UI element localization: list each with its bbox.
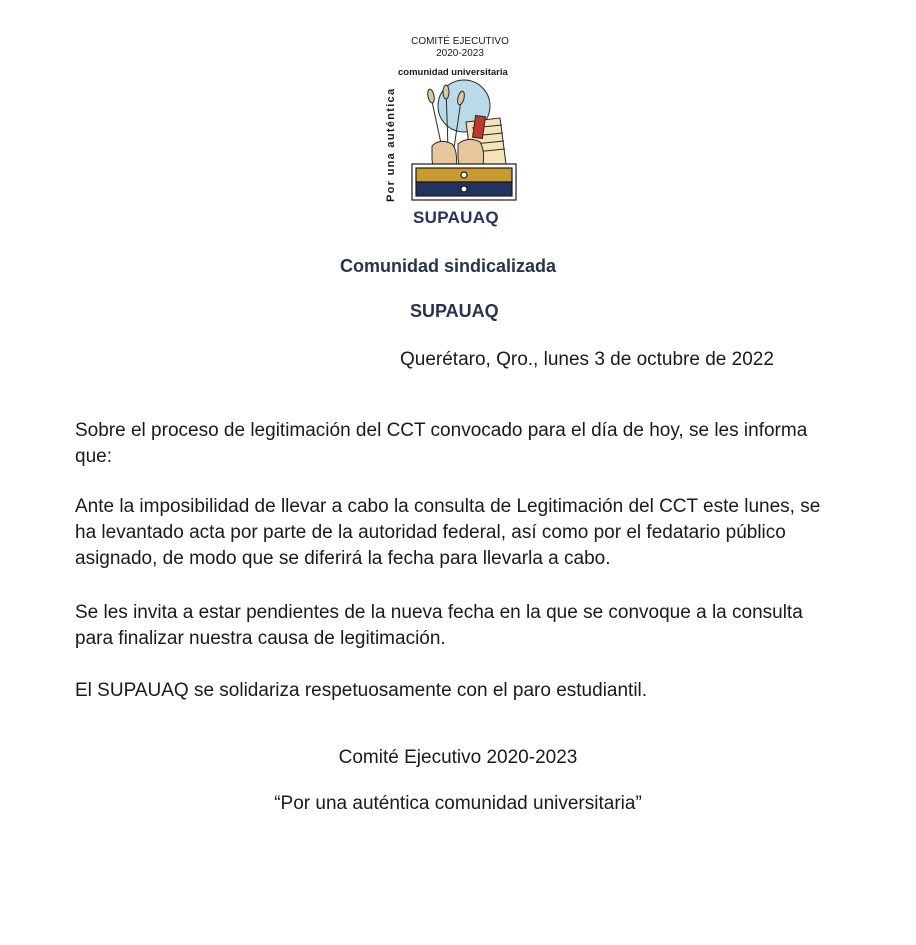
invitation-paragraph: Se les invita a estar pendientes de la nueva fecha en la que se convoque a la consulta para finalizar nuestra causa de legitimación. [75, 602, 803, 649]
logo-community-label: comunidad universitaria [398, 67, 508, 78]
supauaq-logo [380, 34, 530, 234]
logo-committee-label: COMITÉ EJECUTIVO [411, 36, 509, 47]
logo-organization-name: SUPAUAQ [413, 208, 499, 227]
solidarity-paragraph: El SUPAUAQ se solidariza respetuosamente con el paro estudiantil. [75, 680, 648, 701]
postponement-paragraph: Ante la imposibilidad de llevar a cabo la consulta de Legitimación del CCT este lunes, se ha levantado acta por parte de la autoridad federal, así como por el fedatario público asignado, de modo que se diferirá la fecha para llevarla a cabo. [75, 496, 821, 569]
place-date-line: Querétaro, Qro., lunes 3 de octubre de 2022 [400, 349, 774, 370]
audience-heading: Comunidad sindicalizada [340, 256, 557, 276]
logo-period-label: 2020-2023 [436, 48, 484, 59]
intro-paragraph: Sobre el proceso de legitimación del CCT convocado para el día de hoy, se les informa que: [75, 420, 808, 467]
logo-emblem-icon [402, 78, 522, 204]
organization-heading: SUPAUAQ [410, 301, 499, 321]
logo-vertical-motto: Por una auténtica [385, 87, 397, 202]
signature-committee: Comité Ejecutivo 2020-2023 [338, 747, 578, 768]
signature-motto: “Por una auténtica comunidad universitaria” [274, 793, 642, 814]
